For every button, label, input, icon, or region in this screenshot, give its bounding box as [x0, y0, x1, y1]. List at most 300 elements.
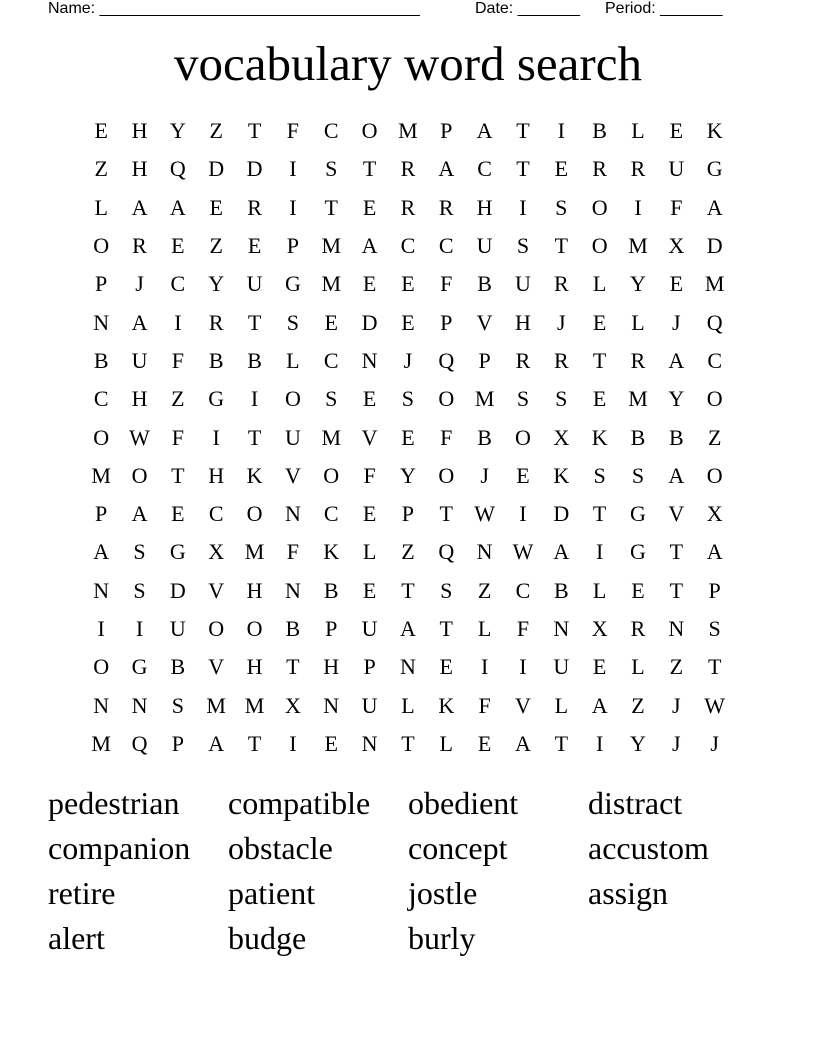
grid-cell: E	[669, 118, 684, 144]
grid-cell: A	[438, 156, 455, 182]
grid-cell: R	[630, 156, 646, 182]
grid-cell: A	[553, 539, 570, 565]
grid-cell: T	[516, 156, 530, 182]
word-list-item: budge	[228, 920, 307, 956]
grid-cell: P	[325, 616, 338, 641]
grid-cell: A	[668, 462, 685, 488]
grid-cell: X	[706, 501, 723, 527]
grid-cell: N	[323, 692, 340, 718]
grid-cell: B	[553, 577, 569, 603]
grid-cell: C	[323, 501, 339, 527]
grid-cell: N	[93, 692, 110, 718]
grid-cell: O	[438, 462, 455, 488]
grid-cell: A	[706, 539, 723, 565]
grid-cell: C	[515, 577, 531, 603]
grid-cell: N	[476, 539, 493, 565]
grid-cell: I	[557, 118, 565, 144]
grid-cell: R	[438, 194, 454, 220]
grid-cell: D	[246, 156, 263, 182]
grid-cell: F	[516, 616, 530, 641]
grid-cell: O	[591, 194, 608, 220]
grid-cell: E	[631, 577, 645, 603]
grid-cell: I	[135, 616, 144, 641]
grid-cell: V	[361, 424, 378, 450]
grid-cell: K	[246, 462, 263, 488]
grid-cell: F	[286, 539, 300, 565]
grid-cell: C	[170, 271, 186, 297]
grid-cell: H	[515, 309, 531, 335]
grid-cell: I	[289, 156, 297, 182]
grid-cell: B	[323, 577, 339, 603]
grid-cell: I	[519, 501, 527, 527]
grid-cell: B	[208, 347, 224, 373]
grid-cell: I	[480, 654, 489, 680]
grid-cell: B	[592, 118, 607, 144]
grid-cell: N	[93, 577, 110, 603]
grid-cell: X	[591, 616, 608, 641]
grid-cell: T	[247, 424, 262, 450]
grid-cell: W	[474, 501, 495, 527]
grid-cell: N	[399, 654, 416, 680]
grid-cell: Z	[209, 118, 223, 144]
grid-cell: E	[171, 501, 185, 527]
grid-cell: B	[170, 654, 186, 680]
grid-cell: Q	[706, 309, 723, 335]
grid-cell: W	[704, 692, 726, 718]
grid-cell: J	[672, 692, 681, 718]
grid-cell: E	[477, 730, 492, 756]
word-list-item: retire	[48, 875, 116, 911]
grid-cell: F	[171, 347, 184, 373]
grid-cell: J	[557, 309, 566, 335]
grid-cell: T	[247, 118, 262, 144]
grid-cell: T	[592, 501, 607, 527]
grid-cell: O	[591, 233, 608, 259]
grid-cell: K	[553, 462, 570, 488]
grid-cell: A	[399, 616, 416, 641]
grid-cell: S	[440, 577, 453, 603]
word-list	[48, 781, 768, 961]
grid-cell: N	[361, 730, 378, 756]
grid-cell: J	[672, 730, 681, 756]
grid-cell: A	[668, 347, 685, 373]
grid-cell: G	[169, 539, 186, 565]
grid-cell: I	[519, 194, 527, 220]
grid-cell: S	[516, 386, 530, 412]
grid-cell: Y	[399, 462, 416, 488]
grid-cell: L	[631, 118, 645, 144]
grid-cell: L	[477, 616, 492, 641]
grid-cell: R	[400, 156, 416, 182]
grid-cell: A	[361, 233, 378, 259]
grid-cell: R	[247, 194, 262, 220]
name-field: Name: ____________________________________	[48, 0, 420, 17]
grid-cell: S	[516, 233, 530, 259]
grid-cell: G	[706, 156, 723, 182]
grid-cell: V	[515, 692, 531, 718]
grid-cell: K	[323, 539, 340, 565]
grid-cell: Z	[209, 233, 223, 259]
grid-cell: A	[169, 194, 186, 220]
grid-cell: X	[668, 233, 685, 259]
grid-cell: S	[171, 692, 184, 718]
grid-cell: S	[631, 462, 645, 488]
grid-cell: M	[91, 730, 111, 756]
grid-cell: M	[244, 539, 265, 565]
grid-cell: U	[668, 156, 685, 182]
grid-cell: S	[401, 386, 415, 412]
grid-cell: S	[133, 577, 146, 603]
grid-cell: B	[93, 347, 109, 373]
grid-row	[82, 572, 734, 610]
grid-cell: D	[208, 156, 225, 182]
grid-cell: F	[670, 194, 683, 220]
grid-cell: F	[440, 424, 453, 450]
grid-cell: T	[401, 730, 415, 756]
word-list-item: obedient	[408, 785, 519, 821]
grid-cell: T	[439, 501, 453, 527]
grid-cell: A	[515, 730, 531, 756]
grid-cell: O	[361, 118, 378, 144]
grid-cell: K	[591, 424, 608, 450]
grid-cell: Z	[631, 692, 645, 718]
grid-cell: G	[630, 501, 646, 527]
grid-cell: I	[634, 194, 642, 220]
grid-cell: Z	[94, 156, 108, 182]
grid-cell: T	[286, 654, 300, 680]
grid-cell: O	[208, 616, 225, 641]
grid-cell: V	[208, 654, 225, 680]
grid-cell: N	[131, 692, 148, 718]
grid-cell: J	[403, 347, 413, 373]
grid-cell: O	[706, 462, 723, 488]
grid-cell: X	[208, 539, 225, 565]
grid-cell: E	[516, 462, 530, 488]
grid-cell: D	[169, 577, 186, 603]
grid-cell: T	[401, 577, 415, 603]
date-field: Date: _______	[475, 0, 580, 17]
grid-cell: M	[321, 424, 342, 450]
grid-cell: E	[94, 118, 108, 144]
grid-cell: O	[706, 386, 723, 412]
grid-cell: E	[171, 233, 185, 259]
grid-cell: G	[284, 271, 301, 297]
grid-cell: V	[284, 462, 301, 488]
grid-cell: A	[208, 730, 225, 756]
grid-row	[82, 418, 734, 456]
grid-cell: H	[131, 156, 148, 182]
grid-cell: H	[323, 654, 340, 680]
grid-cell: F	[478, 692, 491, 718]
grid-cell: Q	[438, 347, 455, 373]
grid-cell: R	[553, 347, 569, 373]
grid-cell: T	[669, 539, 684, 565]
grid-cell: O	[284, 386, 301, 412]
grid-cell: V	[668, 501, 685, 527]
grid-cell: Z	[401, 539, 415, 565]
grid-cell: I	[250, 386, 259, 412]
word-list-item: jostle	[408, 875, 478, 911]
grid-row	[82, 265, 734, 303]
grid-cell: P	[440, 309, 453, 335]
grid-cell: E	[362, 577, 377, 603]
grid-cell: L	[631, 309, 645, 335]
grid-cell: B	[477, 424, 492, 450]
grid-cell: I	[289, 730, 297, 756]
grid-cell: M	[628, 386, 648, 412]
grid-cell: Z	[477, 577, 492, 603]
grid-cell: L	[592, 577, 607, 603]
grid-cell: I	[174, 309, 182, 335]
grid-cell: E	[669, 271, 684, 297]
grid-cell: A	[706, 194, 723, 220]
grid-cell: P	[401, 501, 415, 527]
grid-cell: H	[246, 577, 263, 603]
grid-cell: G	[630, 539, 646, 565]
grid-cell: U	[553, 654, 570, 680]
grid-cell: S	[555, 194, 568, 220]
grid-cell: P	[286, 233, 300, 259]
page-title: vocabulary word search	[173, 36, 642, 91]
word-list-item: distract	[588, 785, 683, 821]
grid-cell: H	[476, 194, 493, 220]
grid-cell: P	[95, 501, 108, 527]
grid-cell: E	[362, 271, 377, 297]
grid-cell: R	[132, 233, 147, 259]
grid-cell: U	[476, 233, 493, 259]
grid-cell: E	[401, 424, 415, 450]
grid-cell: R	[630, 347, 646, 373]
grid-cell: I	[289, 194, 297, 220]
grid-cell: E	[362, 386, 377, 412]
letter-grid	[82, 112, 734, 763]
grid-cell: E	[439, 654, 453, 680]
grid-cell: N	[284, 577, 301, 603]
grid-cell: X	[284, 692, 301, 718]
grid-cell: P	[363, 654, 376, 680]
grid-cell: O	[438, 386, 455, 412]
grid-cell: C	[323, 118, 339, 144]
grid-cell: A	[131, 501, 148, 527]
grid-cell: T	[516, 118, 530, 144]
grid-cell: W	[129, 424, 150, 450]
grid-cell: E	[401, 309, 415, 335]
grid-cell: R	[515, 347, 531, 373]
grid-cell: N	[361, 347, 378, 373]
grid-cell: U	[169, 616, 186, 641]
grid-cell: T	[592, 347, 607, 373]
grid-cell: U	[361, 692, 378, 718]
grid-cell: S	[555, 386, 568, 412]
grid-cell: O	[323, 462, 340, 488]
grid-cell: P	[171, 730, 184, 756]
grid-row	[82, 227, 734, 265]
grid-cell: C	[400, 233, 416, 259]
word-list-item: pedestrian	[48, 785, 180, 821]
grid-cell: T	[247, 309, 262, 335]
word-list-item: burly	[408, 920, 476, 956]
grid-cell: X	[553, 424, 570, 450]
grid-cell: T	[247, 730, 262, 756]
grid-cell: E	[247, 233, 262, 259]
grid-cell: Z	[669, 654, 684, 680]
grid-row	[82, 303, 734, 341]
grid-row	[82, 533, 734, 571]
grid-cell: E	[324, 730, 338, 756]
grid-cell: M	[398, 118, 418, 144]
grid-cell: E	[324, 309, 338, 335]
grid-cell: G	[131, 654, 148, 680]
grid-cell: O	[93, 654, 110, 680]
grid-cell: S	[325, 386, 338, 412]
grid-cell: M	[321, 271, 342, 297]
grid-cell: N	[553, 616, 570, 641]
grid-cell: B	[285, 616, 301, 641]
grid-cell: L	[286, 347, 300, 373]
grid-cell: B	[477, 271, 492, 297]
grid-cell: K	[438, 692, 455, 718]
word-list-item: compatible	[228, 785, 371, 821]
grid-cell: J	[480, 462, 489, 488]
grid-cell: P	[708, 577, 721, 603]
word-list-item: alert	[48, 920, 105, 956]
grid-cell: M	[244, 692, 265, 718]
grid-row	[82, 457, 734, 495]
grid-cell: C	[707, 347, 723, 373]
word-list-item: accustom	[588, 830, 709, 866]
grid-cell: S	[708, 616, 721, 641]
grid-cell: R	[553, 271, 569, 297]
grid-cell: R	[400, 194, 416, 220]
word-list-item: assign	[588, 875, 668, 911]
grid-cell: H	[131, 386, 148, 412]
grid-cell: E	[592, 309, 607, 335]
grid-cell: L	[401, 692, 415, 718]
grid-cell: E	[401, 271, 415, 297]
word-list-item: patient	[228, 875, 316, 911]
grid-cell: P	[440, 118, 453, 144]
grid-cell: Y	[630, 730, 646, 756]
grid-cell: T	[707, 654, 722, 680]
grid-cell: T	[362, 156, 377, 182]
grid-cell: L	[94, 194, 108, 220]
grid-cell: V	[476, 309, 493, 335]
grid-cell: U	[361, 616, 378, 641]
grid-row	[82, 189, 734, 227]
grid-cell: N	[93, 309, 110, 335]
grid-cell: W	[512, 539, 534, 565]
grid-cell: A	[131, 309, 148, 335]
grid-cell: E	[554, 156, 569, 182]
worksheet-header	[48, 0, 748, 20]
grid-cell: H	[246, 654, 263, 680]
grid-cell: U	[131, 347, 148, 373]
grid-cell: C	[438, 233, 454, 259]
grid-cell: M	[474, 386, 495, 412]
grid-row	[82, 648, 734, 686]
grid-cell: N	[284, 501, 301, 527]
grid-cell: A	[131, 194, 148, 220]
grid-cell: M	[91, 462, 111, 488]
grid-row	[82, 686, 734, 724]
word-list-item: companion	[48, 830, 191, 866]
grid-cell: D	[361, 309, 378, 335]
grid-cell: T	[439, 616, 453, 641]
grid-cell: T	[171, 462, 185, 488]
grid-cell: D	[553, 501, 570, 527]
grid-cell: P	[95, 271, 108, 297]
grid-cell: E	[362, 194, 377, 220]
word-list-item: obstacle	[228, 830, 333, 866]
grid-cell: J	[135, 271, 144, 297]
grid-cell: I	[595, 539, 604, 565]
grid-cell: S	[133, 539, 146, 565]
grid-cell: F	[286, 118, 300, 144]
grid-cell: Y	[630, 271, 646, 297]
grid-cell: E	[362, 501, 377, 527]
grid-cell: S	[325, 156, 338, 182]
grid-cell: M	[704, 271, 725, 297]
grid-cell: J	[710, 730, 719, 756]
grid-cell: D	[706, 233, 723, 259]
grid-cell: T	[554, 730, 569, 756]
grid-cell: F	[440, 271, 453, 297]
grid-cell: E	[592, 386, 607, 412]
grid-cell: T	[669, 577, 684, 603]
grid-cell: I	[97, 616, 105, 641]
grid-cell: H	[131, 118, 148, 144]
grid-cell: C	[93, 386, 109, 412]
grid-cell: E	[592, 654, 607, 680]
grid-cell: G	[208, 386, 225, 412]
grid-cell: M	[321, 233, 342, 259]
grid-cell: O	[93, 233, 110, 259]
grid-cell: L	[554, 692, 569, 718]
grid-cell: C	[323, 347, 339, 373]
grid-cell: Y	[169, 118, 186, 144]
grid-cell: B	[247, 347, 262, 373]
grid-cell: A	[476, 118, 493, 144]
grid-cell: R	[208, 309, 224, 335]
word-list-item: concept	[408, 830, 508, 866]
grid-cell: R	[630, 616, 646, 641]
grid-cell: O	[246, 501, 263, 527]
grid-cell: Z	[171, 386, 185, 412]
grid-cell: P	[478, 347, 491, 373]
grid-cell: N	[668, 616, 685, 641]
grid-cell: I	[519, 654, 527, 680]
grid-cell: L	[631, 654, 645, 680]
grid-row	[82, 342, 734, 380]
grid-row	[82, 495, 734, 533]
grid-cell: C	[477, 156, 492, 182]
grid-cell: C	[208, 501, 224, 527]
grid-cell: S	[593, 462, 606, 488]
grid-cell: V	[208, 577, 225, 603]
grid-cell: F	[363, 462, 376, 488]
grid-cell: B	[630, 424, 646, 450]
grid-cell: J	[672, 309, 681, 335]
grid-cell: U	[515, 271, 531, 297]
grid-cell: U	[284, 424, 301, 450]
grid-cell: Q	[438, 539, 455, 565]
grid-cell: A	[93, 539, 110, 565]
grid-cell: L	[439, 730, 453, 756]
grid-cell: T	[554, 233, 569, 259]
grid-row	[82, 610, 734, 648]
grid-cell: B	[668, 424, 684, 450]
grid-cell: I	[212, 424, 220, 450]
